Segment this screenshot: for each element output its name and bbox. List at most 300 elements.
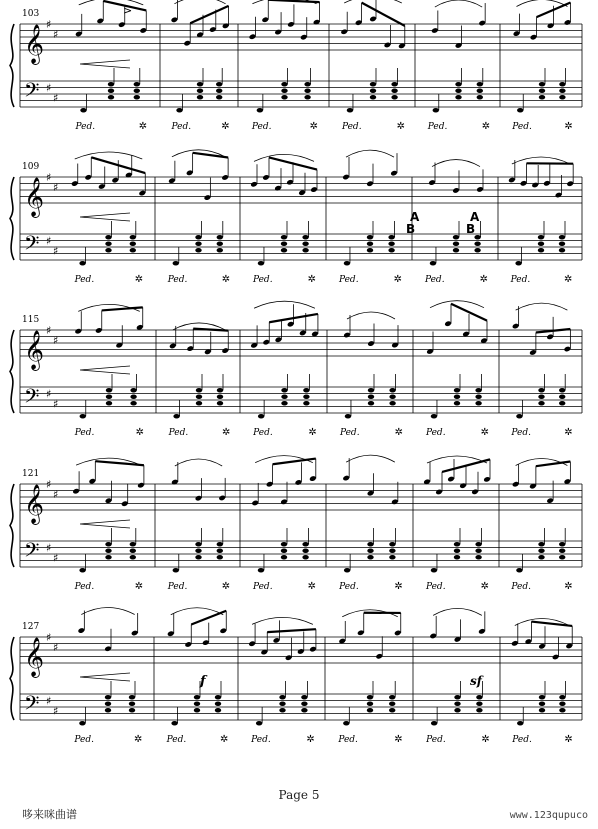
chord-note <box>453 235 459 240</box>
pedal-mark: Ped. <box>251 122 272 132</box>
beam <box>267 629 316 632</box>
crescendo-hairpin <box>80 673 130 681</box>
bass-note <box>515 261 521 266</box>
chord-note <box>454 401 460 406</box>
chord-note <box>105 708 111 713</box>
chord-note <box>370 95 376 100</box>
chord-note <box>106 388 112 393</box>
chord-note <box>538 555 544 560</box>
chord-note <box>195 235 201 240</box>
treble-staff <box>20 631 582 678</box>
chord-note <box>216 95 222 100</box>
pedal-mark: Ped. <box>74 275 95 285</box>
crescendo-hairpin <box>80 60 130 68</box>
pedal-mark: Ped. <box>168 428 189 438</box>
dynamic-forte: f <box>200 674 206 689</box>
chord-note <box>455 95 461 100</box>
chord-note <box>217 401 223 406</box>
key-sharp: ♯ <box>46 541 52 555</box>
accent-mark: > <box>123 4 133 17</box>
chord-note <box>367 695 373 700</box>
chord-note <box>389 548 395 553</box>
slur <box>346 455 395 462</box>
treble-clef: 𝄞 <box>24 637 45 677</box>
chord-note <box>538 235 544 240</box>
pedal-release-mark: ✲ <box>307 581 316 592</box>
chord-note <box>303 401 309 406</box>
chord-note <box>370 88 376 93</box>
key-sharp: ♯ <box>46 694 52 708</box>
pedal-mark: Ped. <box>338 275 359 285</box>
chord-note <box>130 394 136 399</box>
bass-note <box>517 108 523 113</box>
bass-note <box>431 414 437 419</box>
bass-staff <box>20 79 582 108</box>
chord-note <box>454 708 460 713</box>
chord-note <box>539 95 545 100</box>
chord-note <box>279 708 285 713</box>
key-sharp: ♯ <box>46 478 52 491</box>
slur <box>254 301 315 308</box>
key-sharp: ♯ <box>53 640 59 654</box>
key-sharp: ♯ <box>53 487 59 501</box>
pedal-mark: Ped. <box>512 735 532 745</box>
pedal-release-mark: ✲ <box>394 427 403 438</box>
chord-note <box>302 542 308 547</box>
chord-note <box>453 248 459 253</box>
key-sharp: ♯ <box>53 244 59 258</box>
pedal-release-mark: ✲ <box>308 427 317 438</box>
chord-note <box>281 394 287 399</box>
chord-note <box>454 555 460 560</box>
chord-note <box>130 548 136 553</box>
chord-note <box>217 542 223 547</box>
treble-clef: 𝄞 <box>24 484 45 524</box>
crescendo-hairpin <box>80 213 130 221</box>
bass-clef: 𝄢 <box>24 538 40 567</box>
chord-note <box>217 248 223 253</box>
chord-note <box>195 548 201 553</box>
chord-note <box>367 708 373 713</box>
chord-note <box>281 555 287 560</box>
bass-staff <box>20 385 582 414</box>
chord-note <box>475 401 481 406</box>
treble-staff <box>20 324 582 371</box>
pedal-release-mark: ✲ <box>393 274 402 285</box>
slur <box>255 456 313 463</box>
bass-clef: 𝄢 <box>24 78 40 107</box>
chord-note <box>281 88 287 93</box>
bass-note <box>258 261 264 266</box>
chord-note <box>130 401 136 406</box>
pedal-release-mark: ✲ <box>222 427 231 438</box>
chord-note <box>389 401 395 406</box>
chord-note <box>389 388 395 393</box>
ornament-label-b: B <box>406 222 416 236</box>
chord-note <box>303 388 309 393</box>
key-sharp: ♯ <box>53 180 59 194</box>
chord-note <box>474 235 480 240</box>
chord-note <box>538 241 544 246</box>
chord-note <box>559 82 565 87</box>
pedal-mark: Ped. <box>74 582 95 592</box>
pedal-mark: Ped. <box>74 735 95 745</box>
chord-note <box>197 88 203 93</box>
pedal-mark: Ped. <box>339 582 359 592</box>
chord-note <box>281 235 287 240</box>
slur <box>432 160 480 167</box>
chord-note <box>538 548 544 553</box>
chord-note <box>475 555 481 560</box>
pedal-release-mark: ✲ <box>564 581 573 592</box>
chord-note <box>108 82 114 87</box>
chord-note <box>281 82 287 87</box>
key-sharp: ♯ <box>53 551 59 565</box>
bass-note <box>79 261 85 266</box>
chord-note <box>106 401 112 406</box>
chord-note <box>454 388 460 393</box>
chord-note <box>216 82 222 87</box>
chord-note <box>476 708 482 713</box>
pedal-release-mark: ✲ <box>480 581 489 592</box>
site-url: www.123qupuco <box>509 810 588 821</box>
bass-clef: 𝄢 <box>24 691 40 720</box>
pedal-release-mark: ✲ <box>138 121 148 132</box>
pedal-release-mark: ✲ <box>221 274 231 285</box>
bass-staff <box>20 692 582 721</box>
bass-note <box>258 568 264 573</box>
chord-note <box>538 394 544 399</box>
bass-note <box>173 261 179 266</box>
chord-note <box>302 235 308 240</box>
bass-note <box>430 261 436 266</box>
chord-note <box>454 394 460 399</box>
slur <box>174 0 225 4</box>
chord-note <box>476 701 482 706</box>
chord-note <box>559 248 565 253</box>
key-sharp: ♯ <box>46 81 52 95</box>
chord-note <box>301 695 307 700</box>
bass-clef: 𝄢 <box>24 231 40 260</box>
pedal-release-mark: ✲ <box>306 734 315 745</box>
slur <box>347 312 395 319</box>
system <box>10 0 582 132</box>
bass-note <box>431 568 437 573</box>
bass-note <box>171 721 177 726</box>
pedal-release-mark: ✲ <box>564 734 573 745</box>
system <box>10 455 582 592</box>
chord-note <box>301 708 307 713</box>
chord-note <box>475 388 481 393</box>
chord-note <box>559 241 565 246</box>
chord-note <box>129 695 135 700</box>
chord-note <box>302 248 308 253</box>
chord-note <box>197 82 203 87</box>
chord-note <box>477 82 483 87</box>
chord-note <box>455 88 461 93</box>
ornament-label-a: A <box>410 210 420 224</box>
chord-note <box>391 88 397 93</box>
chord-note <box>130 388 136 393</box>
chord-note <box>455 82 461 87</box>
treble-clef: 𝄞 <box>24 330 45 370</box>
chord-note <box>281 388 287 393</box>
chord-note <box>194 701 200 706</box>
chord-note <box>130 235 136 240</box>
key-sharp: ♯ <box>46 387 52 401</box>
chord-note <box>538 388 544 393</box>
chord-note <box>130 555 136 560</box>
beam <box>191 611 226 625</box>
chord-note <box>303 394 309 399</box>
chord-note <box>476 695 482 700</box>
chord-note <box>559 95 565 100</box>
pedal-mark: Ped. <box>338 735 358 745</box>
chord-note <box>215 701 221 706</box>
key-sharp: ♯ <box>46 234 52 248</box>
pedal-release-mark: ✲ <box>564 274 573 285</box>
pedal-mark: Ped. <box>252 275 273 285</box>
bass-note <box>79 568 85 573</box>
key-sharp: ♯ <box>53 27 59 41</box>
chord-note <box>217 241 223 246</box>
pedal-release-mark: ✲ <box>220 734 229 745</box>
systems-layer <box>10 0 582 745</box>
chord-note <box>215 695 221 700</box>
chord-note <box>559 708 565 713</box>
bass-staff <box>20 539 582 568</box>
bass-note <box>347 108 353 113</box>
chord-note <box>539 701 545 706</box>
chord-note <box>195 241 201 246</box>
chord-note <box>279 701 285 706</box>
pedal-mark: Ped. <box>510 275 531 285</box>
bass-note <box>431 721 437 726</box>
chord-note <box>196 394 202 399</box>
measure-number: 103 <box>22 9 40 19</box>
bass-note <box>344 261 350 266</box>
chord-note <box>281 548 287 553</box>
bass-note <box>79 721 85 726</box>
pedal-release-mark: ✲ <box>307 274 316 285</box>
chord-note <box>304 95 310 100</box>
bass-note <box>80 108 86 113</box>
pedal-mark: Ped. <box>251 735 271 745</box>
chord-note <box>130 542 136 547</box>
chord-note <box>217 555 223 560</box>
chord-note <box>367 548 373 553</box>
chord-note <box>304 88 310 93</box>
chord-note <box>538 542 544 547</box>
chord-note <box>477 88 483 93</box>
chord-note <box>389 394 395 399</box>
chord-note <box>389 695 395 700</box>
chord-note <box>368 394 374 399</box>
treble-clef: 𝄞 <box>24 24 45 64</box>
treble-clef: 𝄞 <box>24 177 45 217</box>
pedal-release-mark: ✲ <box>480 427 489 438</box>
bass-note <box>516 414 522 419</box>
chord-note <box>195 248 201 253</box>
bass-note <box>176 108 182 113</box>
slur <box>175 459 222 466</box>
slur <box>433 608 482 615</box>
pedal-release-mark: ✲ <box>394 581 403 592</box>
chord-note <box>105 555 111 560</box>
chord-note <box>217 548 223 553</box>
chord-note <box>559 701 565 706</box>
chord-note <box>477 95 483 100</box>
chord-note <box>196 388 202 393</box>
key-sharp: ♯ <box>53 91 59 105</box>
chord-note <box>389 555 395 560</box>
pedal-mark: Ped. <box>512 122 532 132</box>
measure-number: 109 <box>22 162 40 172</box>
chord-note <box>367 235 373 240</box>
chord-note <box>559 695 565 700</box>
system <box>10 608 582 745</box>
chord-note <box>281 542 287 547</box>
bass-note <box>80 414 86 419</box>
chord-note <box>388 241 394 246</box>
measure-number: 121 <box>22 469 40 479</box>
chord-note <box>129 701 135 706</box>
chord-note <box>134 82 140 87</box>
chord-note <box>367 701 373 706</box>
system <box>10 301 582 438</box>
chord-note <box>215 708 221 713</box>
chord-note <box>194 695 200 700</box>
chord-note <box>370 82 376 87</box>
bass-clef: 𝄢 <box>24 384 40 413</box>
pedal-mark: Ped. <box>171 122 192 132</box>
pedal-release-mark: ✲ <box>481 121 491 132</box>
treble-staff <box>20 18 582 65</box>
chord-note <box>367 542 373 547</box>
chord-note <box>389 708 395 713</box>
chord-note <box>302 555 308 560</box>
pedal-mark: Ped. <box>252 582 273 592</box>
pedal-mark: Ped. <box>339 428 360 438</box>
key-sharp: ♯ <box>46 324 52 337</box>
chord-note <box>368 388 374 393</box>
page-number: Page 5 <box>278 788 320 802</box>
chord-note <box>279 695 285 700</box>
chord-note <box>281 248 287 253</box>
chord-note <box>368 401 374 406</box>
chord-note <box>217 388 223 393</box>
chord-note <box>454 701 460 706</box>
pedal-mark: Ped. <box>425 428 446 438</box>
bass-note <box>433 108 439 113</box>
chord-note <box>194 708 200 713</box>
pedal-release-mark: ✲ <box>481 734 490 745</box>
chord-note <box>388 248 394 253</box>
slur <box>344 0 402 3</box>
chord-note <box>391 82 397 87</box>
brace <box>10 637 14 720</box>
chord-note <box>195 542 201 547</box>
slur <box>171 608 224 615</box>
bass-note <box>173 414 179 419</box>
bass-note <box>256 721 262 726</box>
pedal-mark: Ped. <box>167 582 188 592</box>
chord-note <box>559 88 565 93</box>
chord-note <box>367 555 373 560</box>
pedal-mark: Ped. <box>425 582 446 592</box>
beam <box>536 461 571 466</box>
bass-note <box>343 721 349 726</box>
treble-staff <box>20 478 582 525</box>
pedal-mark: Ped. <box>167 275 188 285</box>
beam <box>190 6 228 23</box>
chord-note <box>474 241 480 246</box>
chord-note <box>559 401 565 406</box>
ornament-label-b: B <box>466 222 476 236</box>
chord-note <box>281 95 287 100</box>
chord-note <box>539 82 545 87</box>
brace <box>10 24 14 107</box>
pedal-mark: Ped. <box>426 735 446 745</box>
chord-note <box>539 88 545 93</box>
chord-note <box>108 95 114 100</box>
chord-note <box>559 235 565 240</box>
chord-note <box>217 394 223 399</box>
chord-note <box>538 401 544 406</box>
chord-note <box>105 235 111 240</box>
chord-note <box>217 235 223 240</box>
pedal-release-mark: ✲ <box>396 121 405 132</box>
chord-note <box>559 388 565 393</box>
key-sharp: ♯ <box>53 333 59 347</box>
chord-note <box>559 394 565 399</box>
chord-note <box>197 95 203 100</box>
chord-note <box>134 95 140 100</box>
slur <box>252 617 313 624</box>
chord-note <box>134 88 140 93</box>
pedal-release-mark: ✲ <box>134 581 144 592</box>
pedal-release-mark: ✲ <box>564 427 573 438</box>
chord-note <box>105 548 111 553</box>
chord-note <box>538 248 544 253</box>
pedal-release-mark: ✲ <box>394 734 403 745</box>
chord-note <box>105 701 111 706</box>
chord-note <box>559 548 565 553</box>
pedal-mark: Ped. <box>511 582 532 592</box>
chord-note <box>281 241 287 246</box>
slur <box>435 0 482 7</box>
pedal-release-mark: ✲ <box>479 274 488 285</box>
crescendo-hairpin <box>80 366 130 374</box>
chord-note <box>130 241 136 246</box>
chord-note <box>216 88 222 93</box>
chord-note <box>195 555 201 560</box>
pedal-release-mark: ✲ <box>134 734 143 745</box>
chord-note <box>108 88 114 93</box>
chord-note <box>301 701 307 706</box>
slur <box>81 608 134 615</box>
chord-note <box>105 248 111 253</box>
key-sharp: ♯ <box>46 18 52 31</box>
bass-note <box>345 414 351 419</box>
chord-note <box>539 708 545 713</box>
slur <box>517 0 568 6</box>
pedal-mark: Ped. <box>424 275 445 285</box>
key-sharp: ♯ <box>46 631 52 644</box>
chord-note <box>454 542 460 547</box>
ornament-label-a: A <box>470 210 480 224</box>
bass-note <box>516 568 522 573</box>
